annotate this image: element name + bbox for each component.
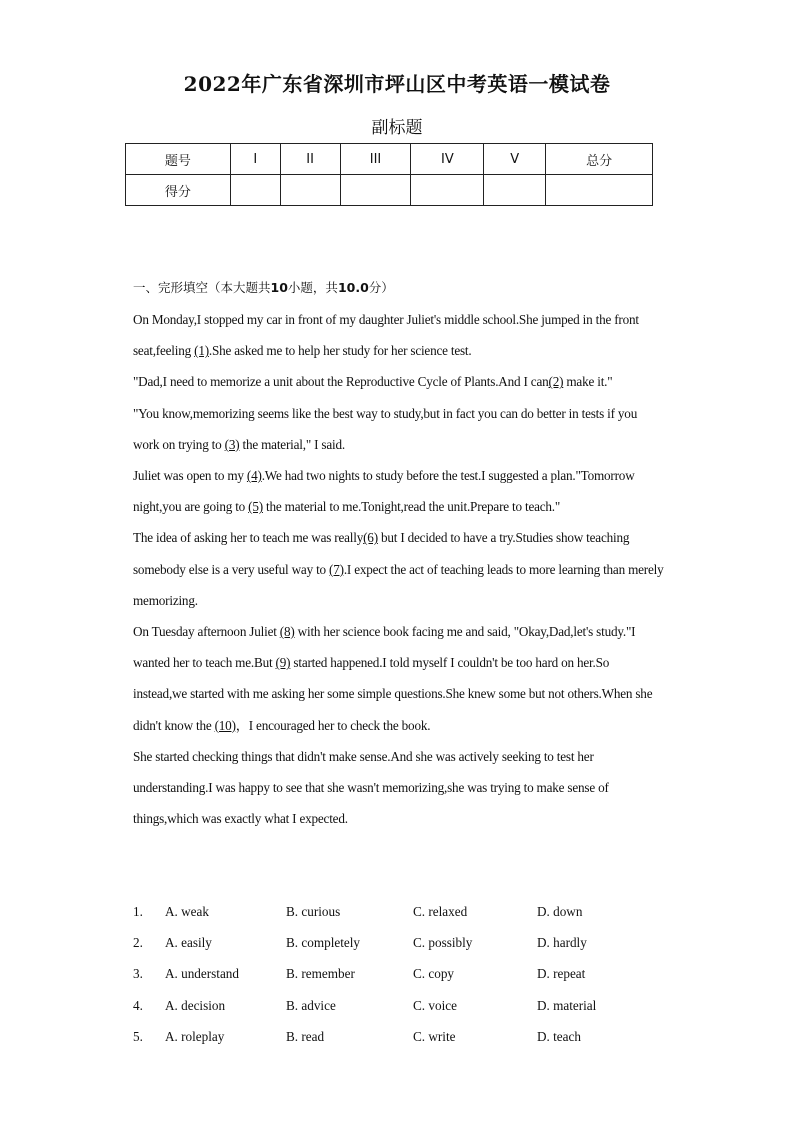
score-cell [484, 175, 546, 206]
table-header-cell: III [340, 144, 411, 175]
blank-10: (10) [214, 717, 236, 733]
score-cell [230, 175, 280, 206]
question-row [133, 958, 665, 989]
section-heading-suffix: 分） [368, 280, 394, 295]
option-b[interactable]: B. curious [286, 904, 341, 919]
blank-9: (9) [275, 655, 291, 671]
blank-7: (7) [329, 561, 344, 577]
option-c[interactable]: C. relaxed [413, 904, 468, 919]
option-d[interactable]: D. hardly [537, 935, 587, 951]
question-count: 10 [270, 280, 288, 295]
option-a[interactable]: A. understand [165, 966, 239, 982]
option-a[interactable]: A. weak [165, 904, 209, 919]
exam-title: 2022年广东省深圳市坪山区中考英语一模试卷 [183, 72, 611, 96]
option-d[interactable]: D. down [537, 904, 583, 919]
blank-8: (8) [279, 624, 295, 640]
blank-6: (6) [363, 530, 378, 546]
option-c[interactable]: C. write [413, 1028, 456, 1044]
option-b[interactable]: B. read [286, 1028, 325, 1044]
option-b[interactable]: B. completely [286, 935, 360, 951]
blank-5: (5) [248, 499, 263, 515]
option-a[interactable]: A. decision [165, 997, 226, 1013]
option-d[interactable]: D. material [537, 997, 597, 1013]
question-number: 2. [133, 935, 143, 951]
answer-options [133, 896, 665, 1052]
cloze-passage [133, 304, 665, 834]
option-c[interactable]: C. copy [413, 966, 455, 982]
passage-paragraph: She started checking things that didn't make sense.And she was actively seeking to test her understanding.I was happy to see that she wasn't memorizing,she was trying to make sense of things,which was exactly what I expected. [133, 748, 609, 827]
table-header-cell: V [484, 144, 546, 175]
score-table-score-row [126, 175, 653, 206]
score-cell [411, 175, 484, 206]
section-heading-prefix: 一、完形填空（本大题共 [133, 280, 271, 295]
score-cell [546, 175, 653, 206]
option-a[interactable]: A. easily [165, 935, 212, 951]
blank-3: (3) [224, 436, 240, 452]
passage-paragraph: "Dad,I need to memorize a unit about the Reproductive Cycle of Plants.And I can(2) make it." [133, 374, 613, 390]
score-table-header-row [126, 144, 653, 175]
option-b[interactable]: B. remember [286, 966, 355, 982]
option-c[interactable]: C. possibly [413, 935, 473, 951]
passage-paragraph: "You know,memorizing seems like the best way to study,but in fact you can do better in tests if you work on trying to (3) the material," I said. [133, 405, 638, 452]
passage-paragraph: On Monday,I stopped my car in front of my daughter Juliet's middle school.She jumped in the front seat,feeling (1).She asked me to help her study for her science test. [133, 312, 639, 359]
question-row [133, 990, 665, 1021]
score-cell [280, 175, 340, 206]
question-number: 4. [133, 997, 143, 1013]
table-header-cell: 题号 [126, 144, 231, 175]
passage-paragraph: The idea of asking her to teach me was really(6) but I decided to have a try.Studies show teaching somebody else is a very useful way to (7).I expect the act of teaching leads to more learning than merely memorizing. [133, 530, 664, 608]
option-c[interactable]: C. voice [413, 997, 457, 1013]
blank-2: (2) [548, 374, 564, 390]
option-d[interactable]: D. repeat [537, 966, 586, 982]
option-d[interactable]: D. teach [537, 1028, 581, 1044]
table-header-cell: II [280, 144, 340, 175]
exam-subtitle: 副标题 [371, 118, 423, 138]
question-number: 1. [133, 904, 143, 919]
table-cell: 得分 [126, 175, 231, 206]
question-row [133, 896, 665, 927]
score-cell [340, 175, 411, 206]
score-table [125, 143, 653, 206]
blank-4: (4) [246, 468, 262, 484]
option-a[interactable]: A. roleplay [165, 1028, 225, 1044]
question-row [133, 927, 665, 958]
section-heading-middle: 小题，共 [287, 280, 338, 295]
points-total: 10.0 [337, 280, 369, 295]
table-header-cell: I [230, 144, 280, 175]
question-row [133, 1021, 665, 1052]
question-number: 3. [133, 966, 143, 982]
question-number: 5. [133, 1028, 143, 1044]
passage-paragraph: On Tuesday afternoon Juliet (8) with her science book facing me and said, "Okay,Dad,let's study."I wanted her to teach me.But (9) started happened.I told myself I couldn't be too hard on her.So instead,we started with me asking her some simple questions.She knew some but not others.When she didn't know the (10)，I encouraged her to check the book. [133, 624, 653, 733]
section-heading [133, 278, 394, 296]
table-header-cell: IV [411, 144, 484, 175]
option-b[interactable]: B. advice [286, 997, 336, 1013]
table-header-cell: 总分 [546, 144, 653, 175]
blank-1: (1) [194, 343, 209, 359]
passage-paragraph: Juliet was open to my (4).We had two nights to study before the test.I suggested a plan."Tomorrow night,you are going to (5) the material to me.Tonight,read the unit.Prepare to teach." [133, 468, 635, 515]
